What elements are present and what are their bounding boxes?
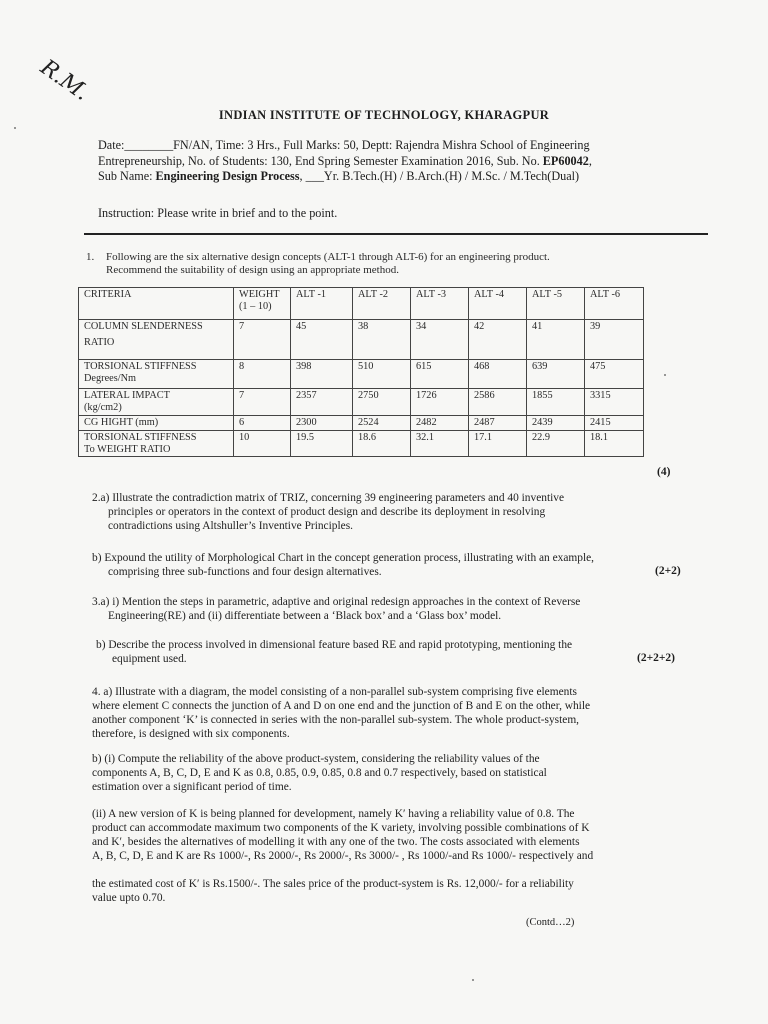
weight-label: WEIGHT [239,289,280,300]
question-4b-ii-line-4: A, B, C, D, E and K are Rs 1000/-, Rs 2000/-, Rs 2000/-, Rs 3000/- , Rs 1000/-and Rs 1000/- respectively and [92,850,594,862]
question-3b [96,638,696,666]
weight-range: (1 – 10) [239,300,272,312]
value-cell: 45 [291,320,353,360]
value-cell: 398 [291,360,353,389]
question-4b-i [92,752,686,794]
criteria-cell [79,389,234,416]
header-alt: ALT -4 [469,288,527,320]
header-alt: ALT -3 [411,288,469,320]
question-2a [92,491,692,533]
question-3a-line-2: Engineering(RE) and (ii) differentiate between a ‘Black box’ and a ‘Glass box’ model. [108,610,502,622]
criteria-name: TORSIONAL STIFFNESS [84,361,197,372]
value-cell: 639 [527,360,585,389]
question-number: 1. [86,251,95,263]
value-cell: 2300 [291,416,353,431]
value-cell: 1855 [527,389,585,416]
question-2a-line-1: 2.a) Illustrate the contradiction matrix of TRIZ, concerning 39 engineering parameters and 40 inventive [92,492,565,504]
header-line1-text: FN/AN, Time: 3 Hrs., Full Marks: 50, Deptt: Rajendra Mishra School of Engineering [173,138,590,152]
criteria-name: TORSIONAL STIFFNESS [84,432,197,443]
value-cell: 22.9 [527,431,585,457]
criteria-unit: To WEIGHT RATIO [84,443,171,455]
value-cell: 18.1 [585,431,644,457]
criteria-cell [79,320,234,360]
criteria-name: LATERAL IMPACT [84,390,170,401]
question-2b [92,551,700,579]
question-2b-line-2: comprising three sub-functions and four design alternatives. [108,566,382,578]
header-divider [84,233,708,235]
header-line-2 [98,154,698,170]
date-label: Date: [98,138,125,152]
sub-name-label: Sub Name: [98,169,156,183]
value-cell: 2439 [527,416,585,431]
institute-title: INDIAN INSTITUTE OF TECHNOLOGY, KHARAGPUR [218,108,550,122]
header-line2-end: , [588,153,592,168]
question-1-line-2: Recommend the suitability of design using an appropriate method. [106,264,399,276]
question-3b-line-1: b) Describe the process involved in dimensional feature based RE and rapid prototyping, mentioning the [96,639,573,651]
header-line2-text: Entrepreneurship, No. of Students: 130, End Spring Semester Examination 2016, Sub. No. [98,153,543,168]
question-1-line-1: Following are the six alternative design concepts (ALT-1 through ALT-6) for an engineering product. [106,251,550,263]
table-row [79,416,644,431]
value-cell: 615 [411,360,469,389]
question-4a [92,685,686,741]
value-cell: 468 [469,360,527,389]
question-2a-line-3: contradictions using Altshuller’s Inventive Principles. [108,520,353,532]
header-alt: ALT -2 [353,288,411,320]
subject-number: EP60042 [542,153,589,168]
criteria-cell [79,431,234,457]
header-weight [234,288,291,320]
question-4a-line-4: therefore, is designed with six components. [92,728,290,740]
value-cell: 2750 [353,389,411,416]
header-alt: ALT -1 [291,288,353,320]
question-4a-line-1: 4. a) Illustrate with a diagram, the model consisting of a non-parallel sub-system comprising five elements [92,686,577,698]
question-2b-line-1: b) Expound the utility of Morphological Chart in the concept generation process, illustrating with an example, [92,552,595,564]
criteria-name: COLUMN SLENDERNESS [84,321,203,332]
table-row [79,360,644,389]
value-cell: 18.6 [353,431,411,457]
value-cell: 2586 [469,389,527,416]
table-row [79,320,644,360]
question-1-marks: (4) [657,466,671,478]
exam-header [98,138,698,185]
scan-speck [14,127,16,129]
question-4b-i-line-3: estimation over a significant period of time. [92,781,292,793]
value-cell: 510 [353,360,411,389]
value-cell: 2357 [291,389,353,416]
criteria-unit: (kg/cm2) [84,401,122,413]
question-4b-ii-line-1: (ii) A new version of K is being planned for development, namely K′ having a reliability value of 0.8. The [92,808,575,820]
value-cell: 1726 [411,389,469,416]
weight-cell: 7 [234,389,291,416]
date-blank: ________ [124,138,174,152]
header-alt: ALT -6 [585,288,644,320]
criteria-cell [79,360,234,389]
question-2a-line-2: principles or operators in the context of product design and describe its deployment in resolving [108,506,546,518]
question-4b-ii [92,807,686,863]
table-header-row [79,288,644,320]
question-4b-ii-line-2: product can accommodate maximum two components of the K variety, involving possible combinations of K [92,822,590,834]
weight-cell: 8 [234,360,291,389]
instruction: Instruction: Please write in brief and to the point. [98,206,338,220]
question-3a [92,595,692,623]
header-criteria: CRITERIA [79,288,234,320]
scan-speck [664,374,666,376]
header-line-3 [98,169,698,185]
criteria-name: CG HIGHT (mm) [84,417,159,428]
criteria-unit: RATIO [84,336,115,348]
question-4b-ii-cont-line-1: the estimated cost of K′ is Rs.1500/-. The sales price of the product-system is Rs. 12,000/- for a reliability [92,878,574,890]
weight-cell: 6 [234,416,291,431]
question-4a-line-3: another component ‘K’ is connected in series with the non-parallel sub-system. The whole product-system, [92,714,580,726]
header-alt: ALT -5 [527,288,585,320]
question-4b-i-line-2: components A, B, C, D, E and K as 0.8, 0.85, 0.9, 0.85, 0.8 and 0.7 respectively, based on statistical [92,767,547,779]
table-row [79,389,644,416]
criteria-unit: Degrees/Nm [84,372,137,384]
value-cell: 39 [585,320,644,360]
criteria-cell [79,416,234,431]
question-4a-line-2: where element C connects the junction of A and D on one end and the junction of B and E on the other, while [92,700,591,712]
value-cell: 41 [527,320,585,360]
value-cell: 475 [585,360,644,389]
weight-cell: 10 [234,431,291,457]
value-cell: 42 [469,320,527,360]
question-4b-ii-cont-line-2: value upto 0.70. [92,892,166,904]
question-4b-ii-cont [92,877,686,905]
question-3-marks: (2+2+2) [637,652,676,664]
weight-cell: 7 [234,320,291,360]
header-line3-text: , ___Yr. B.Tech.(H) / B.Arch.(H) / M.Sc. / M.Tech(Dual) [299,169,580,183]
value-cell: 2415 [585,416,644,431]
question-1 [86,251,676,277]
scan-speck [472,979,474,981]
handwritten-initials: R.M. [35,55,94,106]
value-cell: 19.5 [291,431,353,457]
value-cell: 2487 [469,416,527,431]
value-cell: 17.1 [469,431,527,457]
question-3b-line-2: equipment used. [112,653,187,665]
header-line-1 [98,138,698,154]
value-cell: 2482 [411,416,469,431]
question-3a-line-1: 3.a) i) Mention the steps in parametric, adaptive and original redesign approaches in the context of Reverse [92,596,581,608]
table-row [79,431,644,457]
question-4b-ii-line-3: and K′, besides the alternatives of modelling it with any one of the two. The costs associated with elements [92,836,580,848]
question-2-marks: (2+2) [655,565,681,577]
criteria-table [78,287,644,457]
value-cell: 32.1 [411,431,469,457]
value-cell: 3315 [585,389,644,416]
subject-name: Engineering Design Process [155,169,300,183]
value-cell: 34 [411,320,469,360]
continued-note: (Contd…2) [526,917,575,928]
value-cell: 38 [353,320,411,360]
question-4b-i-line-1: b) (i) Compute the reliability of the above product-system, considering the reliability values of the [92,753,540,765]
value-cell: 2524 [353,416,411,431]
